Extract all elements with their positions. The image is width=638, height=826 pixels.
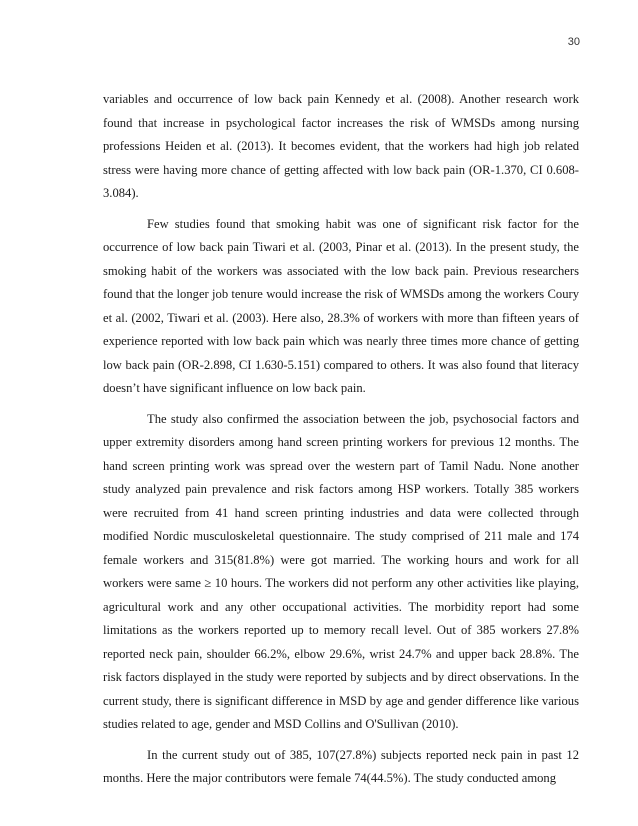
paragraph-2: Few studies found that smoking habit was one of significant risk factor for the occurrence of low back pain Tiwari et al. (2003, Pinar et al. (2013). In the present study, the smoking habit of the workers was associated with the low back pain. Previous researchers found that the longer job tenure would increase the risk of WMSDs among the workers Coury et al. (2002, Tiwari et al. (2003). Here also, 28.3% of workers with more than fifteen years of experience reported with low back pain which was nearly three times more chance of getting low back pain (OR-2.898, CI 1.630-5.151) compared to others. It was also found that literacy doesn’t have significant influence on low back pain. <box>103 216 579 395</box>
paragraph-4: In the current study out of 385, 107(27.8%) subjects reported neck pain in past 12 months. Here the major contributors were female 74(44.5%). The study conducted among <box>103 747 579 785</box>
page-number: 30 <box>567 36 580 48</box>
body-text <box>103 88 579 791</box>
paragraph-1: variables and occurrence of low back pain Kennedy et al. (2008). Another research work found that increase in psychological factor increases the risk of WMSDs among nursing professions Heiden et al. (2013). It becomes evident, that the workers had high job related stress were having more chance of getting affected with low back pain (OR-1.370, CI 0.608-3.084). <box>103 92 579 200</box>
paragraph-3: The study also confirmed the association between the job, psychosocial factors and upper extremity disorders among hand screen printing workers for previous 12 months. The hand screen printing work was spread over the western part of Tamil Nadu. None another study analyzed pain prevalence and risk factors among HSP workers. Totally 385 workers were recruited from 41 hand screen printing industries and data were collected through modified Nordic musculoskeletal questionnaire. The study comprised of 211 male and 174 female workers and 315(81.8%) were got married. The working hours and work for all workers were same ≥ 10 hours. The workers did not perform any other activities like playing, agricultural work and any other occupational activities. The morbidity report had some limitations as the workers reported up to memory recall level. Out of 385 workers 27.8% reported neck pain, shoulder 66.2%, elbow 29.6%, wrist 24.7% and upper back 28.8%. The risk factors displayed in the study were reported by subjects and by direct observations. In the current study, there is significant difference in MSD by age and gender difference like various studies related to age, gender and MSD Collins and O'Sullivan (2010). <box>103 411 579 731</box>
